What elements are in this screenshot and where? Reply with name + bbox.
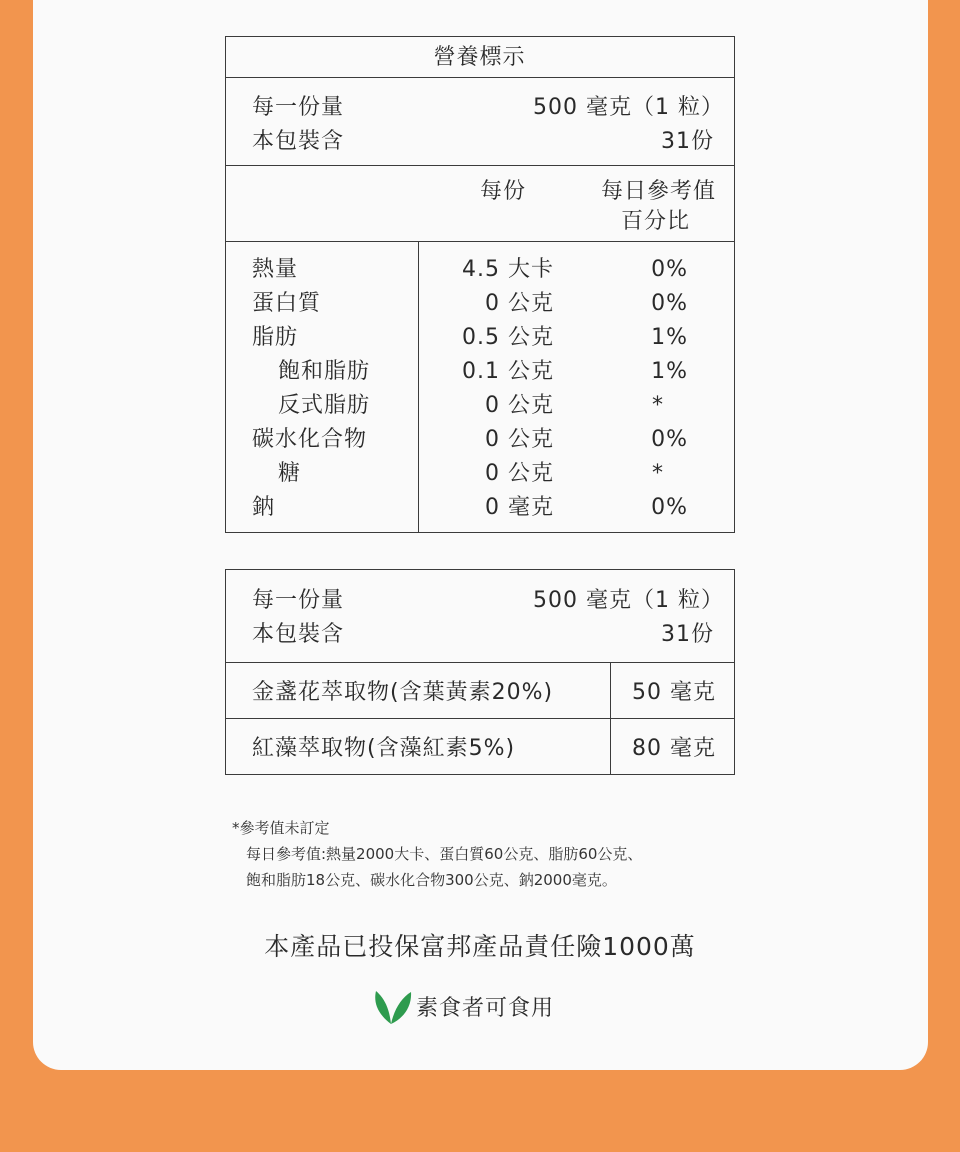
nutrient-name: 熱量 bbox=[252, 257, 299, 282]
nutrient-name: 碳水化合物 bbox=[252, 427, 368, 452]
ingredient-name: 紅藻萃取物(含藻紅素5%) bbox=[252, 736, 516, 761]
nutrient-dv: * bbox=[652, 461, 664, 486]
vegetarian-badge bbox=[370, 984, 554, 1028]
column-per-serving: 每份 bbox=[480, 179, 527, 204]
servings-per-package-value: 31份 bbox=[661, 129, 714, 154]
nutrient-dv: 1% bbox=[651, 325, 688, 350]
column-daily-value-2: 百分比 bbox=[620, 209, 690, 234]
vegetarian-label: 素食者可食用 bbox=[416, 995, 555, 1021]
serving-size-value: 500 毫克（1 粒） bbox=[533, 95, 724, 120]
nutrient-dv: 0% bbox=[651, 427, 688, 452]
nutrient-amount: 0 公克 bbox=[485, 393, 554, 418]
insurance-statement: 本產品已投保富邦產品責任險1000萬 bbox=[264, 932, 696, 961]
table-title: 營養標示 bbox=[433, 45, 526, 70]
ingredient-name: 金盞花萃取物(含葉黃素20%) bbox=[252, 680, 554, 705]
servings-per-package-value: 31份 bbox=[661, 622, 714, 647]
nutrition-table bbox=[225, 36, 735, 533]
nutrient-amount: 0 公克 bbox=[485, 291, 554, 316]
note-daily-reference-cont: 飽和脂肪18公克、碳水化合物300公克、鈉2000毫克。 bbox=[246, 871, 617, 889]
note-daily-reference: 每日參考值:熱量2000大卡、蛋白質60公克、脂肪60公克、 bbox=[246, 845, 643, 863]
leaf-icon bbox=[370, 984, 414, 1028]
nutrient-amount: 0 公克 bbox=[485, 461, 554, 486]
nutrient-dv: 0% bbox=[651, 291, 688, 316]
nutrient-name: 糖 bbox=[278, 461, 302, 486]
serving-size-label: 每一份量 bbox=[252, 588, 345, 613]
nutrient-dv: 0% bbox=[651, 495, 688, 520]
nutrient-amount: 0 毫克 bbox=[485, 495, 554, 520]
ingredient-amount: 80 毫克 bbox=[632, 736, 716, 761]
nutrient-amount: 0.1 公克 bbox=[462, 359, 554, 384]
nutrient-name: 飽和脂肪 bbox=[278, 359, 371, 384]
column-daily-value-1: 每日參考值 bbox=[600, 179, 716, 204]
note-undetermined: *參考值未訂定 bbox=[232, 819, 330, 837]
nutrient-amount: 0.5 公克 bbox=[462, 325, 554, 350]
nutrient-amount: 0 公克 bbox=[485, 427, 554, 452]
serving-size-label: 每一份量 bbox=[252, 95, 345, 120]
nutrient-dv: * bbox=[652, 393, 664, 418]
ingredient-table bbox=[225, 569, 735, 775]
nutrient-name: 鈉 bbox=[252, 495, 276, 520]
nutrient-name: 脂肪 bbox=[252, 325, 299, 350]
nutrient-dv: 0% bbox=[651, 257, 688, 282]
nutrient-name: 蛋白質 bbox=[252, 291, 322, 316]
nutrient-name: 反式脂肪 bbox=[278, 393, 371, 418]
nutrient-dv: 1% bbox=[651, 359, 688, 384]
servings-per-package-label: 本包裝含 bbox=[252, 622, 345, 647]
ingredient-amount: 50 毫克 bbox=[632, 680, 716, 705]
nutrient-amount: 4.5 大卡 bbox=[462, 257, 554, 282]
servings-per-package-label: 本包裝含 bbox=[252, 129, 345, 154]
serving-size-value: 500 毫克（1 粒） bbox=[533, 588, 724, 613]
